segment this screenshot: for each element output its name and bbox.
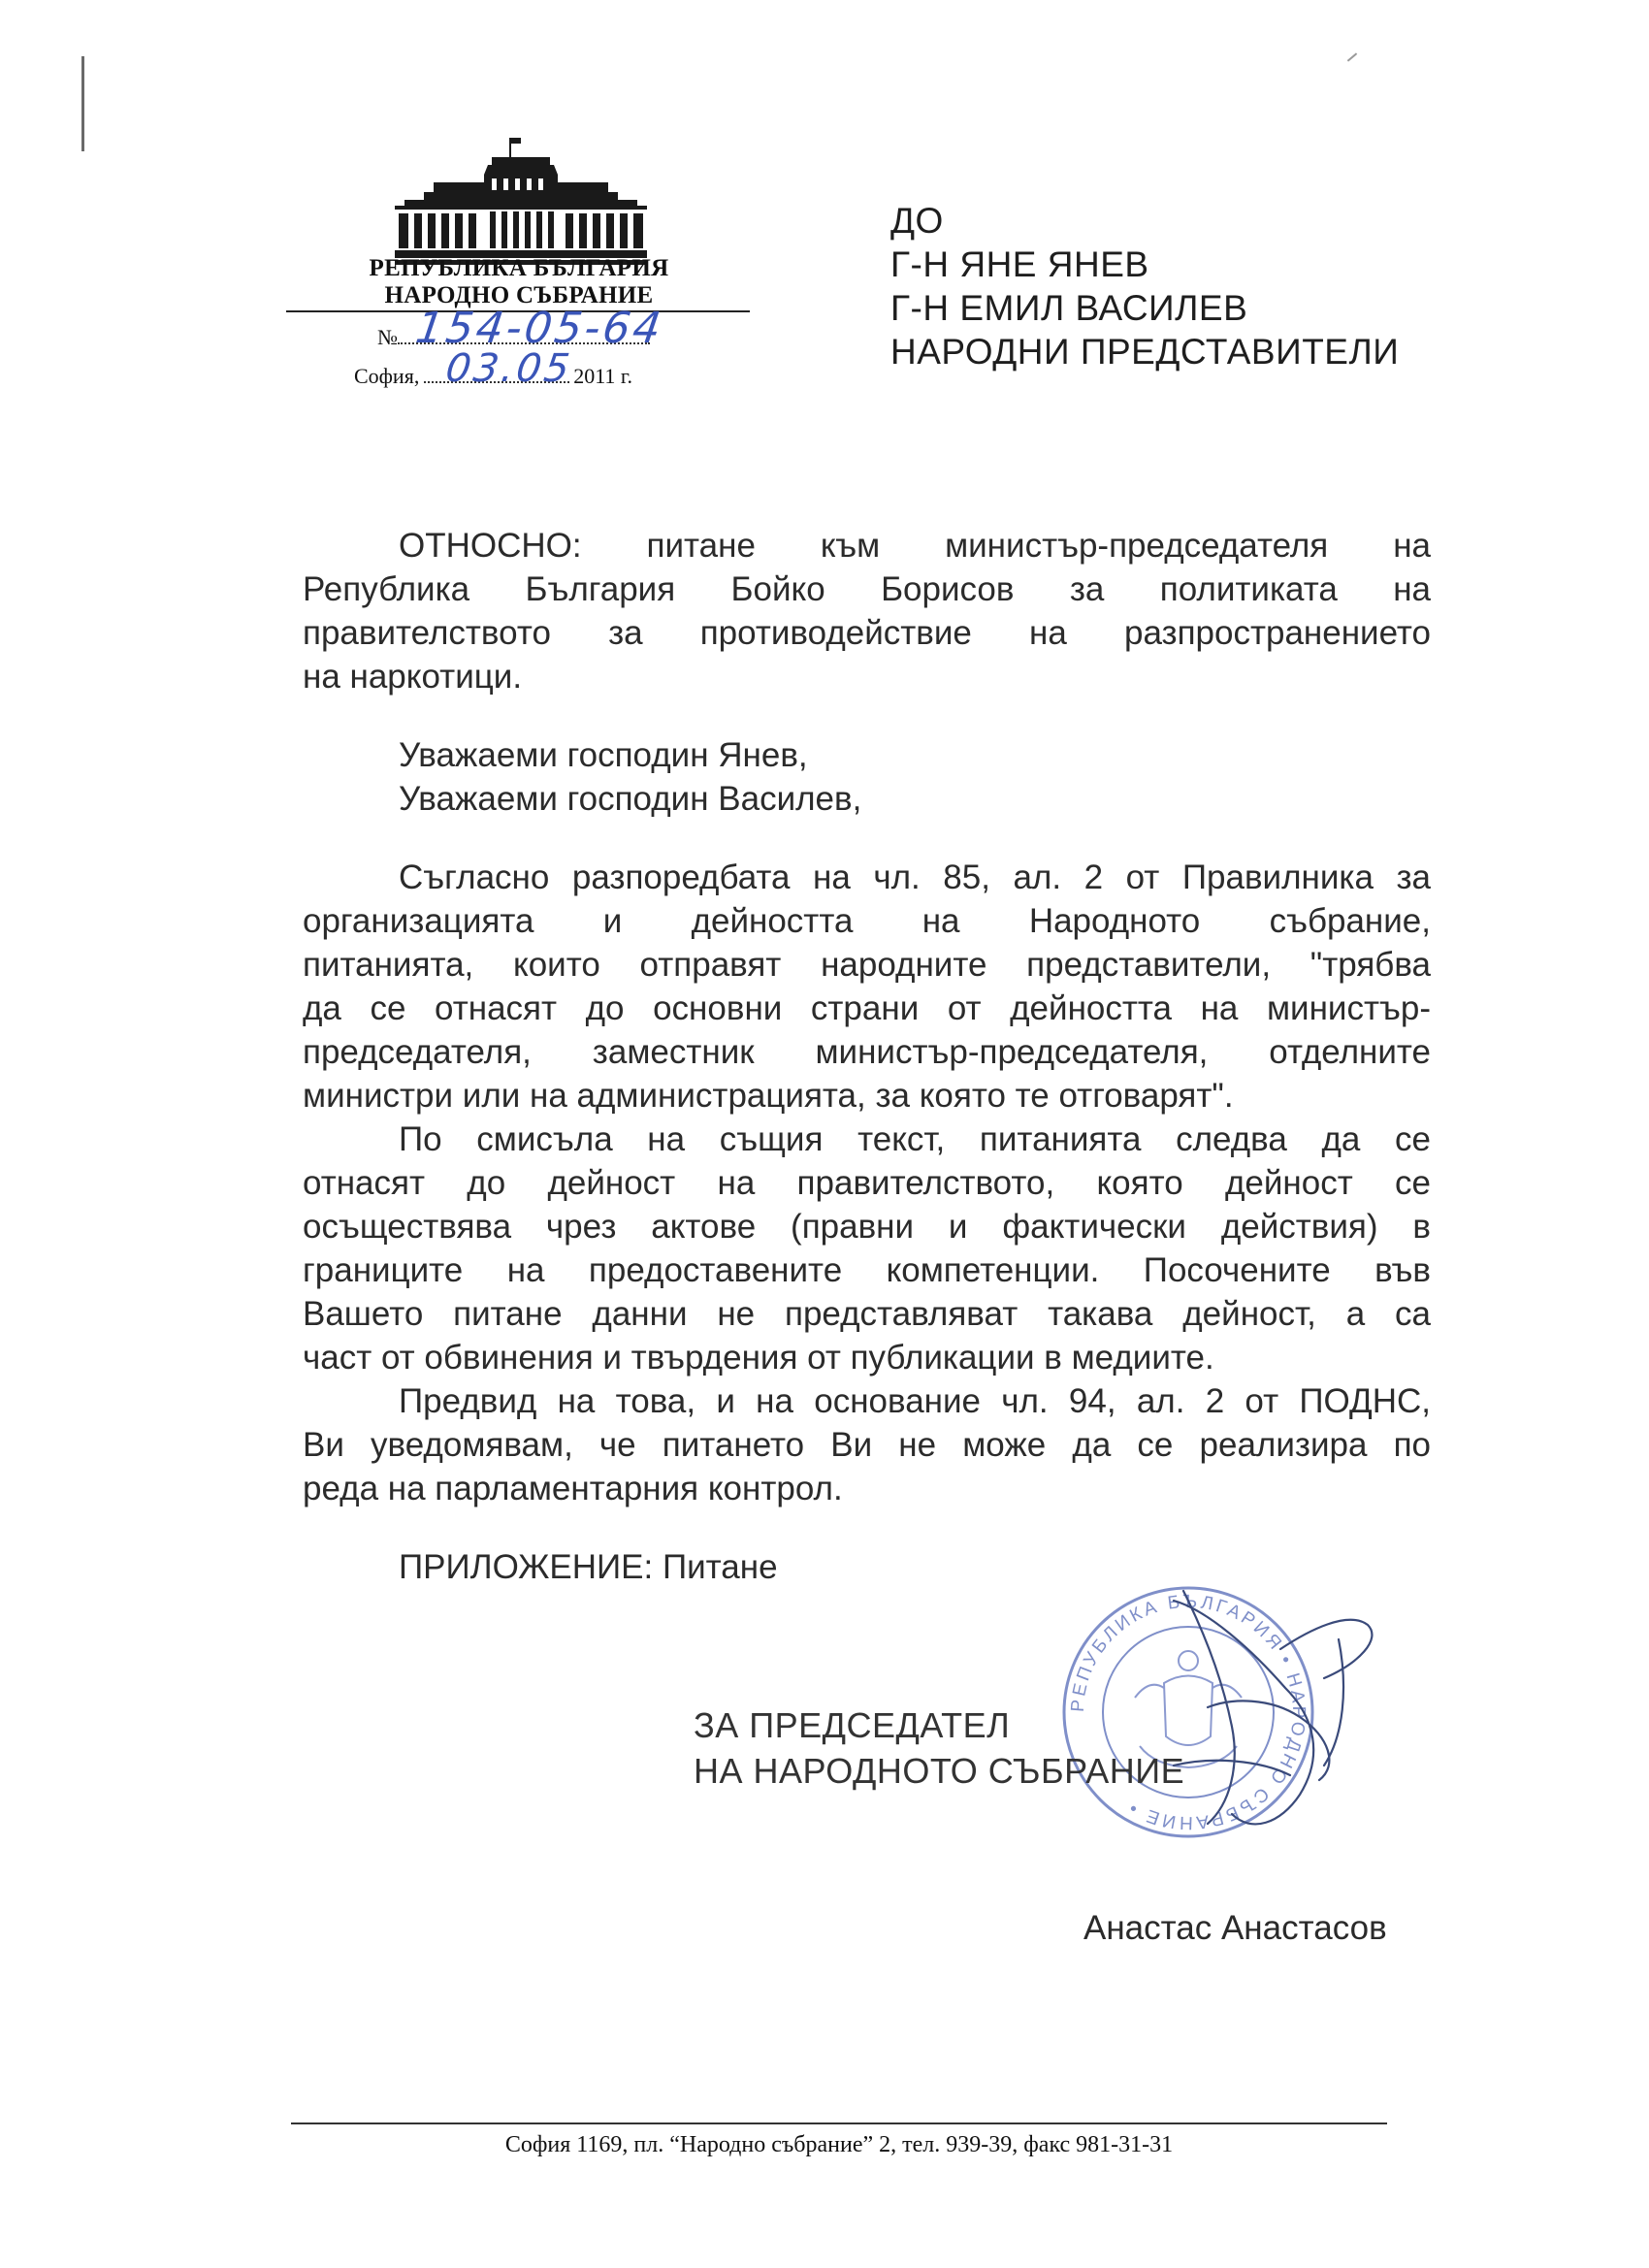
body-line: Вашето питане данни не представляват такава дейност, а са bbox=[303, 1295, 1431, 1333]
body-line: председателя, заместник министър-председателя, отделните bbox=[303, 1033, 1431, 1071]
body-paragraph-2 bbox=[303, 1118, 1431, 1379]
subject-line: Република България Бойко Борисов за политиката на bbox=[303, 570, 1431, 608]
year-suffix: 2011 г. bbox=[573, 364, 632, 388]
stamp-text: РЕПУБЛИКА БЪЛГАРИЯ • НАРОДНО СЪБРАНИЕ • bbox=[1067, 1591, 1310, 1833]
body-paragraph-1 bbox=[303, 856, 1431, 1118]
subject-line: правителството за противодействие на разпространението bbox=[303, 614, 1431, 652]
signatory-title-line1: ЗА ПРЕДСЕДАТЕЛ bbox=[694, 1705, 1011, 1745]
body-line: осъществява чрез актове (правни и фактически действия) в bbox=[303, 1208, 1431, 1246]
body-paragraph-3 bbox=[303, 1379, 1431, 1510]
footer-divider bbox=[291, 2122, 1387, 2124]
body-line: организацията и дейността на Народното събрание, bbox=[303, 902, 1431, 940]
body-line: отнасят до дейност на правителството, която дейност се bbox=[303, 1164, 1431, 1202]
letter-body bbox=[303, 524, 1431, 1589]
body-line: По смисъла на същия текст, питанията следва да се bbox=[399, 1120, 1431, 1158]
body-line: питанията, които отправят народните представители, "трябва bbox=[303, 946, 1431, 984]
salutation bbox=[303, 733, 1431, 821]
body-line: реда на парламентарния контрол. bbox=[303, 1470, 843, 1507]
date-handwritten: 03.05 bbox=[442, 346, 575, 391]
institution-name-line1: РЕПУБЛИКА БЪЛГАРИЯ bbox=[369, 255, 669, 281]
scan-corner-mark bbox=[1347, 52, 1357, 61]
addressee-to: ДО bbox=[890, 201, 944, 241]
subject-line: на наркотици. bbox=[303, 658, 523, 696]
parliament-building-logo bbox=[395, 136, 647, 267]
registration-number-handwritten: 154-05-64 bbox=[412, 304, 667, 353]
number-label: № bbox=[377, 325, 398, 349]
subject-line: ОТНОСНО: питане към министър-председателя на bbox=[399, 527, 1431, 565]
footer-address: София 1169, пл. “Народно събрание” 2, тел. 939-39, факс 981-31-31 bbox=[504, 2132, 1174, 2157]
city-label: София, bbox=[354, 364, 420, 388]
signatory-title-line2: НА НАРОДНОТО СЪБРАНИЕ bbox=[694, 1751, 1185, 1791]
letterhead bbox=[286, 131, 752, 403]
body-line: да се отнасят до основни страни от дейността на министър- bbox=[303, 989, 1431, 1027]
body-line: границите на предоставените компетенции. Посочените във bbox=[303, 1251, 1431, 1289]
body-line: Съгласно разпоредбата на чл. 85, ал. 2 от Правилника за bbox=[399, 859, 1431, 896]
addressee-block bbox=[890, 199, 1589, 373]
addressee-name-2: Г-Н ЕМИЛ ВАСИЛЕВ bbox=[890, 288, 1248, 328]
signer-name: Анастас Анастасов bbox=[1083, 1909, 1387, 1947]
date-row bbox=[354, 346, 761, 401]
body-line: Предвид на това, и на основание чл. 94, ал. 2 от ПОДНС, bbox=[399, 1382, 1431, 1420]
addressee-role: НАРОДНИ ПРЕДСТАВИТЕЛИ bbox=[890, 332, 1400, 372]
salutation-line: Уважаеми господин Янев, bbox=[399, 736, 808, 774]
body-line: част от обвинения и твърдения от публикации в медиите. bbox=[303, 1339, 1214, 1377]
subject-paragraph bbox=[303, 524, 1431, 698]
attachment-note: ПРИЛОЖЕНИЕ: Питане bbox=[399, 1548, 778, 1586]
institution-name-line2: НАРОДНО СЪБРАНИЕ bbox=[384, 282, 654, 308]
body-line: министри или на администрацията, за която те отговарят". bbox=[303, 1077, 1234, 1115]
body-line: Ви уведомявам, че питането Ви не може да се реализира по bbox=[303, 1426, 1431, 1464]
signatory-title bbox=[694, 1702, 1184, 1794]
scan-margin-mark bbox=[81, 56, 84, 151]
salutation-line: Уважаеми господин Василев, bbox=[399, 780, 862, 818]
addressee-name-1: Г-Н ЯНЕ ЯНЕВ bbox=[890, 244, 1149, 284]
